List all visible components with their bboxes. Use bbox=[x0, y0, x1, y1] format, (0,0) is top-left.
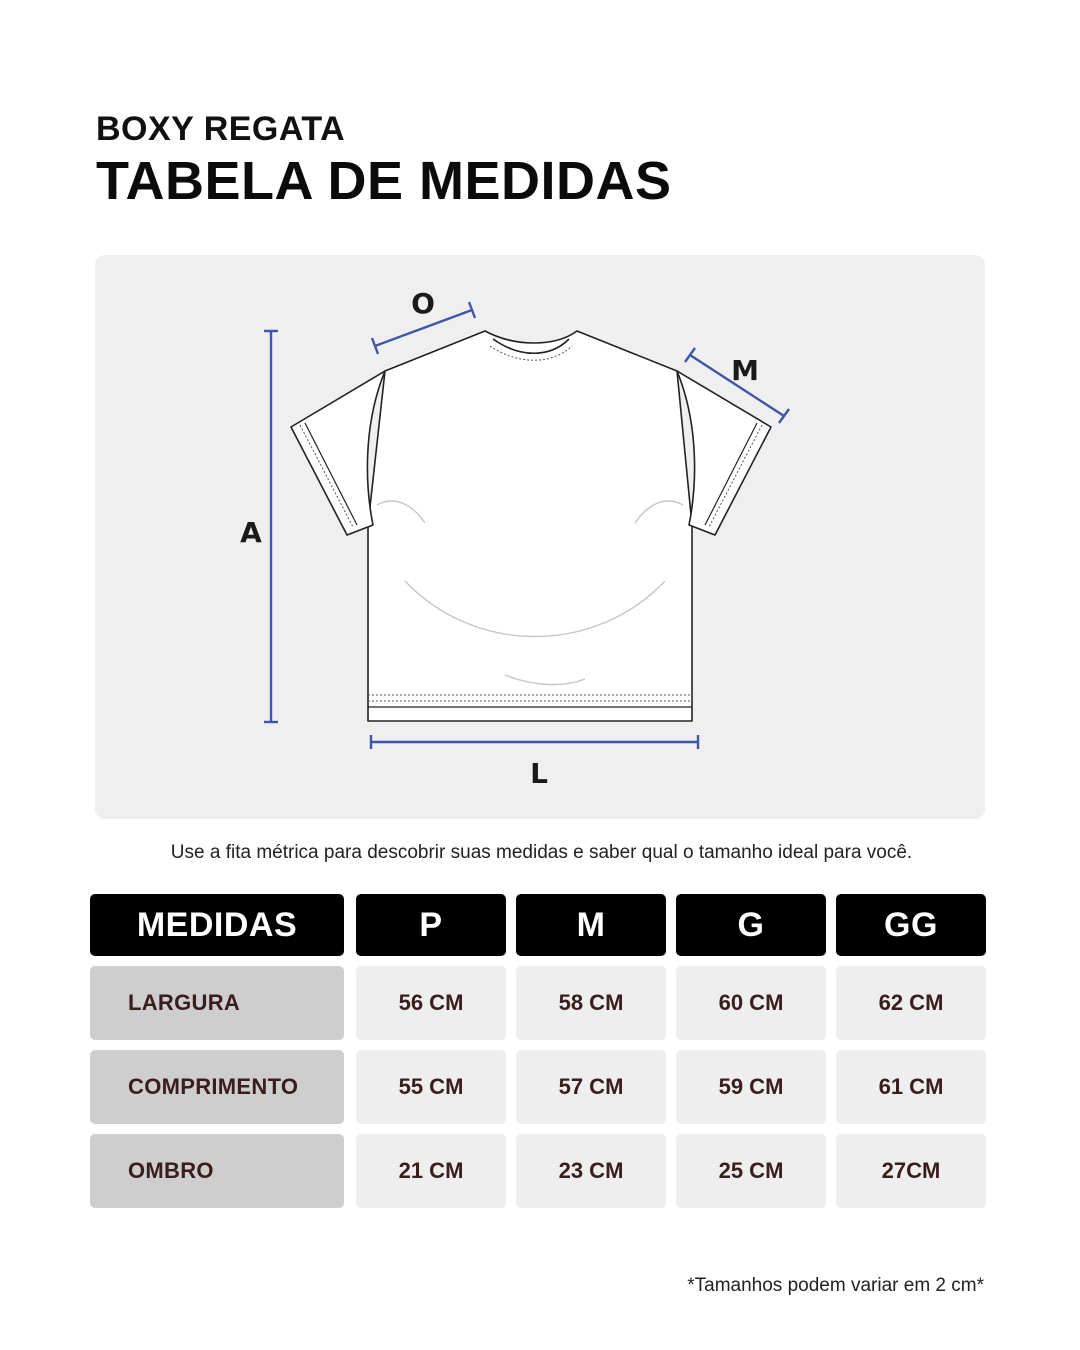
table-cell: 61 CM bbox=[836, 1050, 986, 1124]
size-table-header bbox=[90, 894, 986, 956]
table-cell: 56 CM bbox=[356, 966, 506, 1040]
dim-label-m: M bbox=[731, 354, 759, 387]
row-label: OMBRO bbox=[90, 1134, 344, 1208]
table-cell: 57 CM bbox=[516, 1050, 666, 1124]
table-cell: 25 CM bbox=[676, 1134, 826, 1208]
header-size-gg: GG bbox=[836, 894, 986, 956]
size-variation-footnote: *Tamanhos podem variar em 2 cm* bbox=[687, 1275, 984, 1296]
page-title: TABELA DE MEDIDAS bbox=[96, 151, 672, 211]
table-row-ombro bbox=[90, 1134, 986, 1208]
product-subtitle: BOXY REGATA bbox=[96, 110, 346, 148]
table-cell: 23 CM bbox=[516, 1134, 666, 1208]
table-cell: 27CM bbox=[836, 1134, 986, 1208]
table-cell: 60 CM bbox=[676, 966, 826, 1040]
table-cell: 21 CM bbox=[356, 1134, 506, 1208]
size-table bbox=[90, 894, 986, 1208]
tshirt-diagram-panel bbox=[95, 255, 985, 819]
tshirt-illustration bbox=[291, 331, 771, 721]
row-label: COMPRIMENTO bbox=[90, 1050, 344, 1124]
dim-label-o: O bbox=[411, 287, 435, 320]
header-size-m: M bbox=[516, 894, 666, 956]
header-medidas: MEDIDAS bbox=[90, 894, 344, 956]
dim-label-l: L bbox=[530, 757, 548, 790]
table-row-largura bbox=[90, 966, 986, 1040]
header-size-p: P bbox=[356, 894, 506, 956]
dim-label-a: A bbox=[240, 516, 262, 549]
table-cell: 59 CM bbox=[676, 1050, 826, 1124]
measuring-tip: Use a fita métrica para descobrir suas medidas e saber qual o tamanho ideal para você. bbox=[170, 842, 913, 863]
header-size-g: G bbox=[676, 894, 826, 956]
row-label: LARGURA bbox=[90, 966, 344, 1040]
table-cell: 55 CM bbox=[356, 1050, 506, 1124]
tshirt-measurement-diagram bbox=[95, 255, 985, 819]
table-cell: 58 CM bbox=[516, 966, 666, 1040]
table-cell: 62 CM bbox=[836, 966, 986, 1040]
table-row-comprimento bbox=[90, 1050, 986, 1124]
